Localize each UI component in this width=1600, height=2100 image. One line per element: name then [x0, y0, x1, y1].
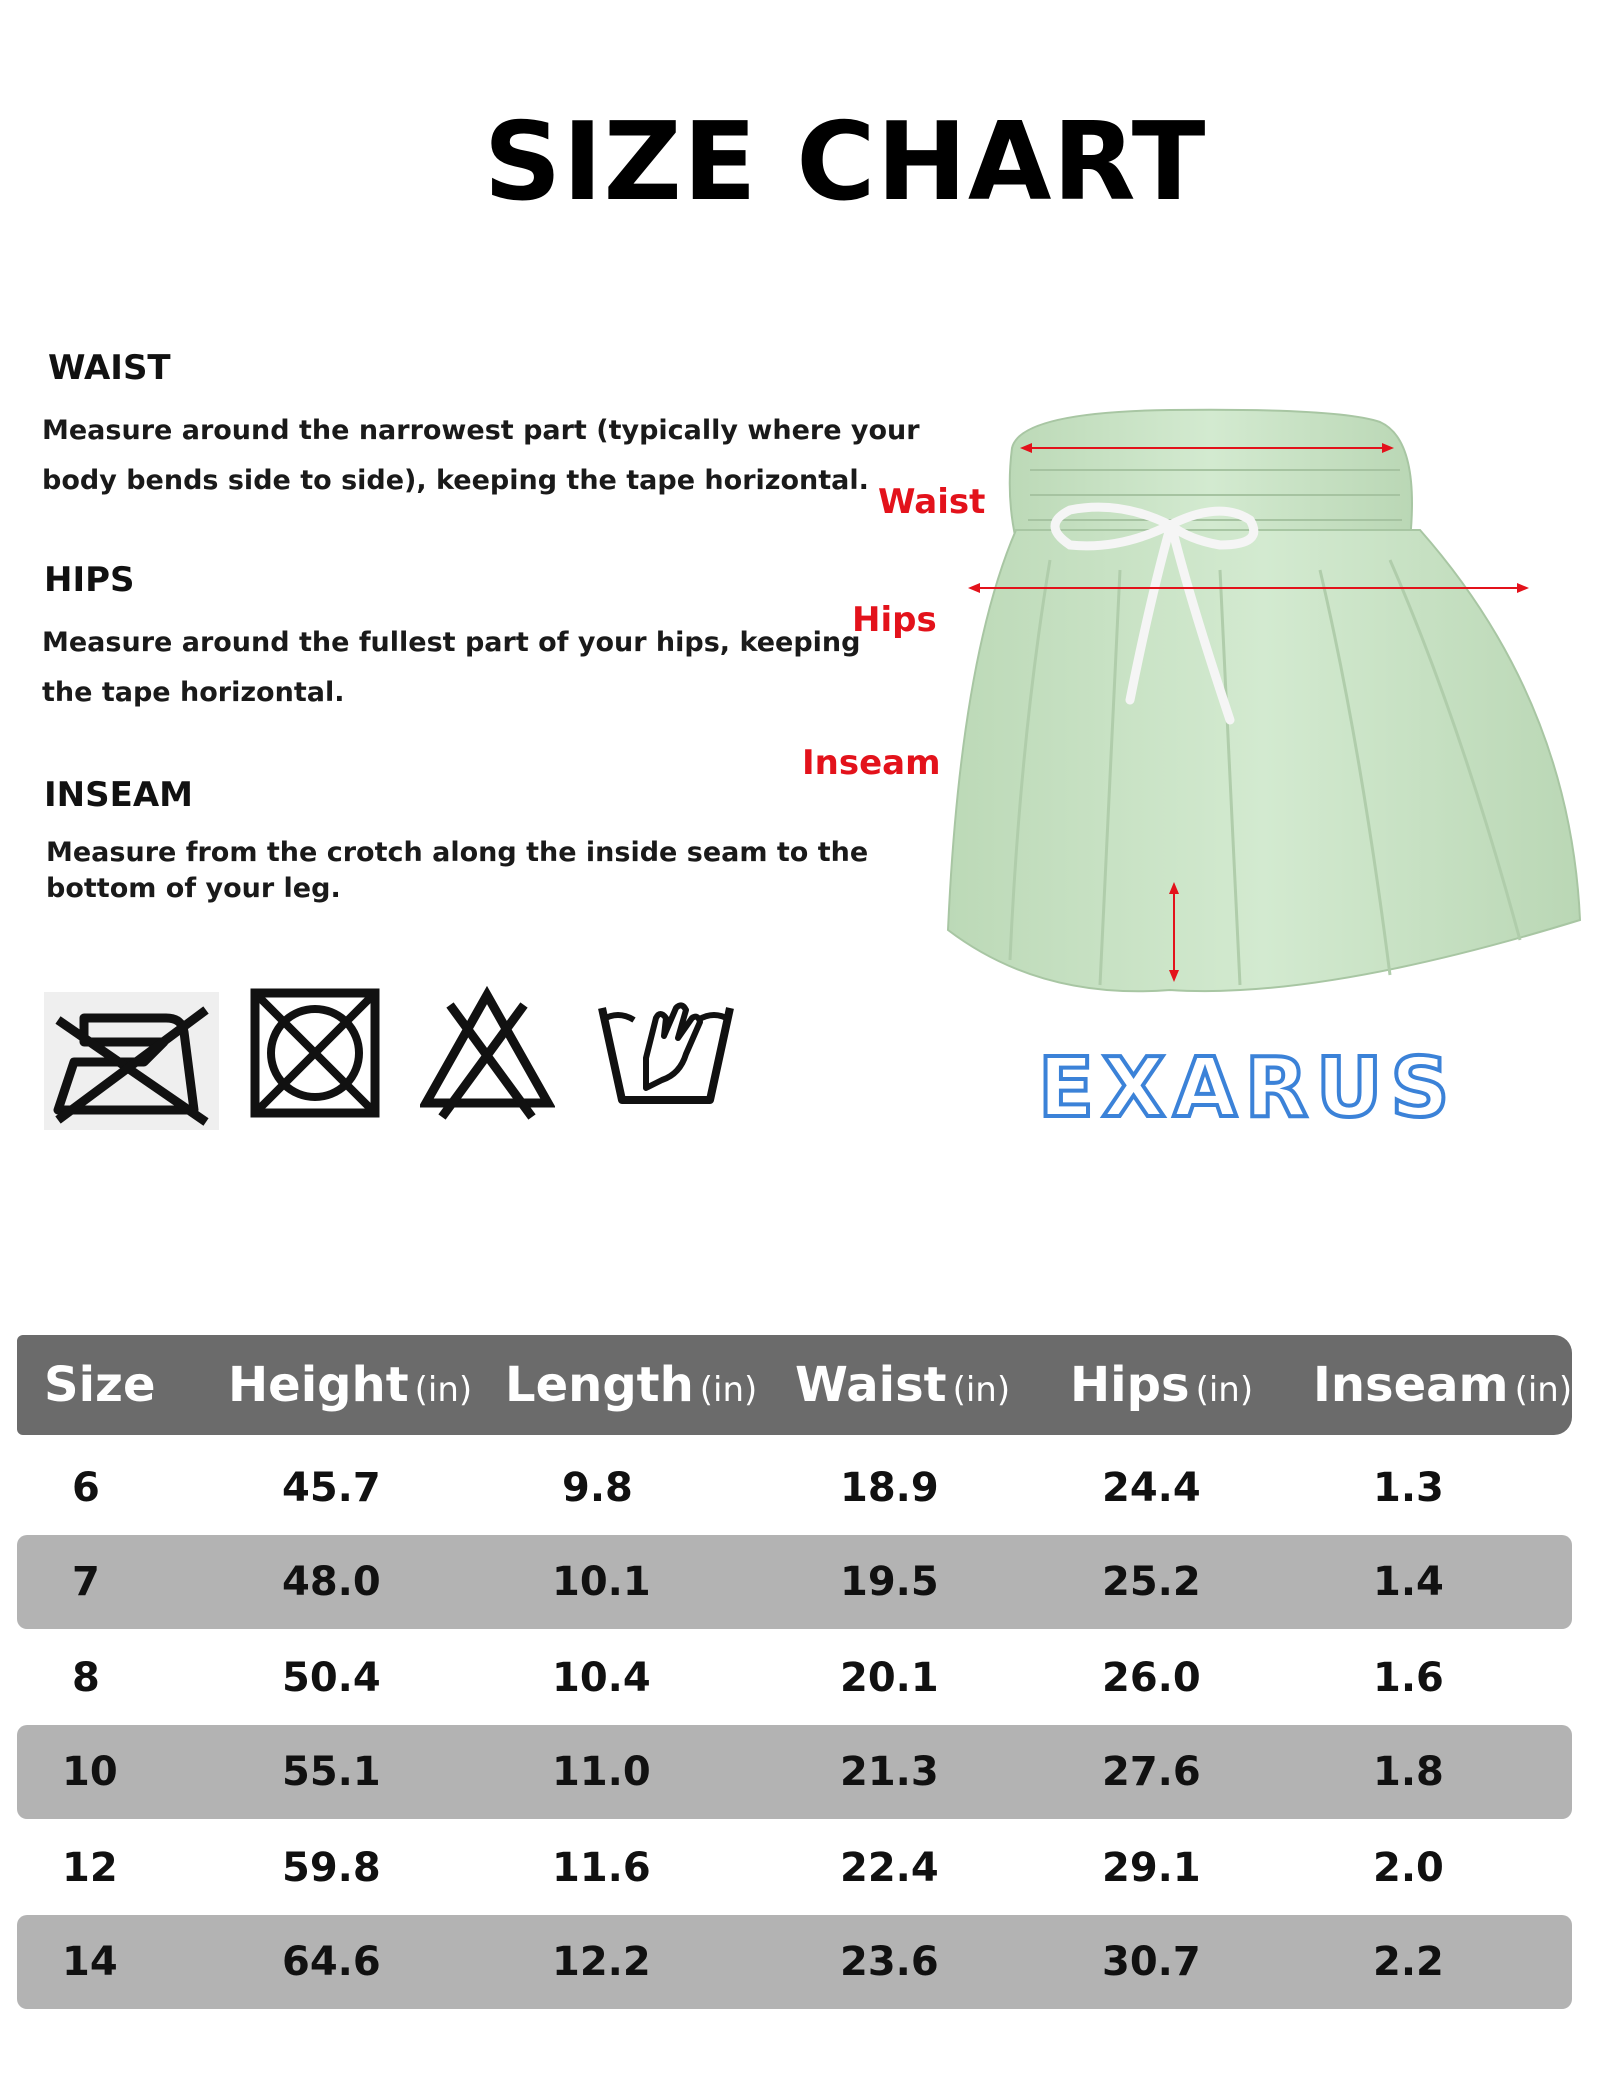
- cell-length: 10.1: [552, 1559, 651, 1605]
- table-row: [17, 1441, 1572, 1535]
- cell-height: 45.7: [282, 1465, 381, 1511]
- cell-length: 10.4: [552, 1655, 651, 1701]
- cell-length: 12.2: [552, 1939, 651, 1985]
- do-not-tumble-dry-icon: [250, 988, 380, 1118]
- cell-waist: 21.3: [840, 1749, 939, 1795]
- cell-inseam: 1.3: [1373, 1465, 1444, 1511]
- header-waist: [795, 1357, 1010, 1413]
- header-length: [505, 1357, 757, 1413]
- cell-inseam: 2.0: [1373, 1845, 1444, 1891]
- table-row: [17, 1915, 1572, 2009]
- cell-height: 59.8: [282, 1845, 381, 1891]
- cell-hips: 24.4: [1102, 1465, 1201, 1511]
- cell-inseam: 1.8: [1373, 1749, 1444, 1795]
- do-not-iron-icon: [44, 992, 219, 1130]
- waist-description-line: body bends side to side), keeping the tape horizontal.: [42, 465, 869, 496]
- cell-hips: 30.7: [1102, 1939, 1201, 1985]
- header-label: Inseam: [1313, 1357, 1509, 1413]
- inseam-description-line: bottom of your leg.: [46, 873, 341, 904]
- cell-size: 6: [72, 1465, 100, 1511]
- table-row: [17, 1725, 1572, 1819]
- cell-length: 11.0: [552, 1749, 651, 1795]
- cell-hips: 29.1: [1102, 1845, 1201, 1891]
- header-label: Waist: [795, 1357, 947, 1413]
- cell-height: 64.6: [282, 1939, 381, 1985]
- cell-height: 55.1: [282, 1749, 381, 1795]
- hand-wash-icon: [596, 988, 736, 1108]
- cell-inseam: 1.6: [1373, 1655, 1444, 1701]
- table-row: [17, 1631, 1572, 1725]
- cell-waist: 22.4: [840, 1845, 939, 1891]
- waist-heading: WAIST: [48, 348, 171, 388]
- waist-description: [42, 406, 920, 506]
- cell-length: 11.6: [552, 1845, 651, 1891]
- header-unit: (in): [1195, 1370, 1254, 1410]
- cell-size: 8: [72, 1655, 100, 1701]
- waist-label: Waist: [878, 482, 986, 522]
- header-unit: (in): [414, 1370, 473, 1410]
- cell-size: 10: [62, 1749, 118, 1795]
- hips-description: [42, 618, 860, 718]
- header-inseam: [1313, 1357, 1572, 1413]
- cell-height: 50.4: [282, 1655, 381, 1701]
- header-unit: (in): [952, 1370, 1011, 1410]
- table-row: [17, 1821, 1572, 1915]
- cell-waist: 20.1: [840, 1655, 939, 1701]
- inseam-label: Inseam: [802, 743, 941, 783]
- do-not-bleach-icon: [420, 985, 555, 1120]
- header-unit: (in): [699, 1370, 758, 1410]
- header-label: Hips: [1070, 1357, 1190, 1413]
- header-unit: (in): [1514, 1370, 1573, 1410]
- cell-length: 9.8: [562, 1465, 633, 1511]
- shorts-illustration: [920, 400, 1600, 1020]
- cell-size: 12: [62, 1845, 118, 1891]
- header-label: Height: [228, 1357, 409, 1413]
- hips-description-line: the tape horizontal.: [42, 677, 345, 708]
- brand-logo: EXARUS: [1038, 1041, 1458, 1136]
- table-row: [17, 1535, 1572, 1629]
- header-label: Length: [505, 1357, 694, 1413]
- cell-height: 48.0: [282, 1559, 381, 1605]
- header-height: [228, 1357, 472, 1413]
- hips-label: Hips: [852, 600, 937, 640]
- hips-description-line: Measure around the fullest part of your hips, keeping: [42, 627, 861, 658]
- page-title: SIZE CHART: [483, 100, 1207, 225]
- cell-waist: 19.5: [840, 1559, 939, 1605]
- cell-hips: 27.6: [1102, 1749, 1201, 1795]
- inseam-description: [46, 835, 868, 907]
- header-label: Size: [44, 1357, 156, 1413]
- inseam-heading: INSEAM: [44, 775, 193, 815]
- table-header: [17, 1335, 1572, 1435]
- inseam-description-line: Measure from the crotch along the inside seam to the: [46, 837, 869, 868]
- cell-hips: 26.0: [1102, 1655, 1201, 1701]
- cell-inseam: 1.4: [1373, 1559, 1444, 1605]
- cell-inseam: 2.2: [1373, 1939, 1444, 1985]
- waist-description-line: Measure around the narrowest part (typically where your: [42, 415, 920, 446]
- header-hips: [1070, 1357, 1253, 1413]
- hips-heading: HIPS: [44, 560, 135, 600]
- cell-hips: 25.2: [1102, 1559, 1201, 1605]
- cell-waist: 18.9: [840, 1465, 939, 1511]
- cell-size: 7: [72, 1559, 100, 1605]
- cell-size: 14: [62, 1939, 118, 1985]
- header-size: [44, 1357, 156, 1413]
- cell-waist: 23.6: [840, 1939, 939, 1985]
